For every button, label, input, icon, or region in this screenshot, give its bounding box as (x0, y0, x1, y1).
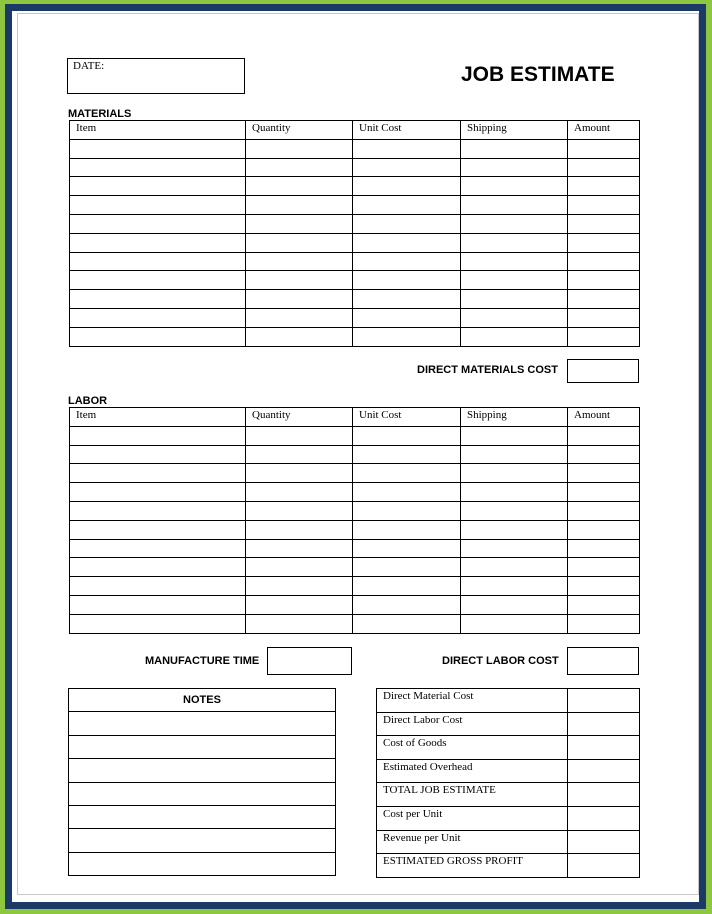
labor-table-cell[interactable] (70, 577, 246, 596)
materials-table-cell[interactable] (70, 308, 246, 327)
labor-table-cell[interactable] (353, 558, 461, 577)
page-title: JOB ESTIMATE (461, 63, 615, 86)
materials-table-cell[interactable] (246, 308, 353, 327)
notes-line-cell[interactable] (69, 712, 336, 735)
labor-table-cell[interactable] (353, 595, 461, 614)
labor-table-cell[interactable] (353, 577, 461, 596)
labor-table-cell[interactable] (353, 614, 461, 633)
labor-table-cell[interactable] (70, 558, 246, 577)
labor-table-row (70, 577, 640, 596)
labor-table-cell[interactable] (353, 539, 461, 558)
materials-table-cell[interactable] (568, 290, 640, 309)
materials-table-cell[interactable] (70, 233, 246, 252)
summary-label-revenue-per-unit: Revenue per Unit (377, 830, 568, 854)
materials-table-row (70, 177, 640, 196)
labor-table-cell[interactable] (353, 426, 461, 445)
materials-table-cell[interactable] (568, 214, 640, 233)
materials-table-row (70, 290, 640, 309)
notes-line-cell[interactable] (69, 852, 336, 875)
materials-table-cell[interactable] (246, 233, 353, 252)
labor-table-cell[interactable] (246, 483, 353, 502)
labor-table-cell[interactable] (568, 483, 640, 502)
materials-table-cell[interactable] (461, 308, 568, 327)
materials-table-row (70, 308, 640, 327)
labor-table-cell[interactable] (246, 595, 353, 614)
labor-table-cell[interactable] (246, 614, 353, 633)
notes-line-row (69, 829, 336, 852)
summary-row (377, 712, 640, 736)
materials-col-shipping: Shipping (461, 121, 568, 140)
materials-table-cell[interactable] (461, 196, 568, 215)
notes-line-row (69, 852, 336, 875)
labor-table-row (70, 558, 640, 577)
materials-table-cell[interactable] (461, 139, 568, 158)
labor-table-row (70, 539, 640, 558)
materials-table-cell[interactable] (70, 290, 246, 309)
labor-table-cell[interactable] (461, 464, 568, 483)
labor-table-cell[interactable] (568, 464, 640, 483)
labor-header-row (70, 408, 640, 427)
materials-table-cell[interactable] (568, 271, 640, 290)
summary-row (377, 806, 640, 830)
materials-table-cell[interactable] (568, 139, 640, 158)
summary-label-direct-labor-cost: Direct Labor Cost (377, 712, 568, 736)
materials-table-cell[interactable] (70, 177, 246, 196)
materials-table-cell[interactable] (353, 177, 461, 196)
materials-table-cell[interactable] (70, 139, 246, 158)
labor-table-cell[interactable] (461, 558, 568, 577)
materials-table-cell[interactable] (353, 271, 461, 290)
materials-col-amount: Amount (568, 121, 640, 140)
labor-col-unit-cost: Unit Cost (353, 408, 461, 427)
labor-table-cell[interactable] (461, 539, 568, 558)
materials-table-cell[interactable] (568, 252, 640, 271)
labor-table-row (70, 595, 640, 614)
notes-line-cell[interactable] (69, 759, 336, 782)
labor-table-cell[interactable] (568, 520, 640, 539)
materials-table-cell[interactable] (246, 271, 353, 290)
labor-table-cell[interactable] (461, 520, 568, 539)
labor-table-cell[interactable] (568, 614, 640, 633)
materials-table-row (70, 252, 640, 271)
materials-table-cell[interactable] (353, 214, 461, 233)
materials-table-cell[interactable] (353, 252, 461, 271)
labor-table-cell[interactable] (246, 539, 353, 558)
materials-table-row (70, 196, 640, 215)
materials-table-cell[interactable] (246, 196, 353, 215)
materials-table-cell[interactable] (461, 177, 568, 196)
notes-table (68, 688, 336, 876)
labor-col-shipping: Shipping (461, 408, 568, 427)
date-field[interactable] (67, 58, 245, 94)
summary-label-estimated-overhead: Estimated Overhead (377, 759, 568, 783)
labor-table-cell[interactable] (246, 577, 353, 596)
summary-value-field[interactable] (568, 783, 640, 807)
materials-table-cell[interactable] (246, 177, 353, 196)
summary-row (377, 736, 640, 760)
summary-value-field[interactable] (568, 806, 640, 830)
labor-table-cell[interactable] (70, 595, 246, 614)
materials-table-cell[interactable] (246, 327, 353, 346)
labor-table-row (70, 483, 640, 502)
labor-table-row (70, 445, 640, 464)
labor-table-cell[interactable] (568, 595, 640, 614)
materials-table-cell[interactable] (568, 177, 640, 196)
materials-table-cell[interactable] (568, 196, 640, 215)
materials-col-item: Item (70, 121, 246, 140)
direct-labor-cost-label: DIRECT LABOR COST (442, 655, 559, 667)
materials-col-quantity: Quantity (246, 121, 353, 140)
summary-row (377, 830, 640, 854)
labor-col-amount: Amount (568, 408, 640, 427)
materials-table-cell[interactable] (353, 196, 461, 215)
materials-table-row (70, 158, 640, 177)
materials-table (69, 120, 640, 347)
materials-header-row (70, 121, 640, 140)
materials-table-cell[interactable] (353, 139, 461, 158)
notes-line-cell[interactable] (69, 829, 336, 852)
summary-value-field[interactable] (568, 689, 640, 713)
summary-label-estimated-gross-profit: ESTIMATED GROSS PROFIT (377, 854, 568, 878)
materials-table-cell[interactable] (461, 214, 568, 233)
summary-label-cost-of-goods: Cost of Goods (377, 736, 568, 760)
summary-value-field[interactable] (568, 759, 640, 783)
materials-section-label: MATERIALS (68, 108, 132, 120)
materials-table-cell[interactable] (568, 327, 640, 346)
date-label: DATE: (73, 60, 105, 72)
materials-table-row (70, 327, 640, 346)
labor-table-cell[interactable] (461, 483, 568, 502)
materials-table-cell[interactable] (353, 327, 461, 346)
materials-table-cell[interactable] (70, 252, 246, 271)
notes-line-row (69, 759, 336, 782)
labor-table-cell[interactable] (353, 445, 461, 464)
materials-col-unit-cost: Unit Cost (353, 121, 461, 140)
labor-table-row (70, 464, 640, 483)
notes-line-row (69, 712, 336, 735)
labor-table-cell[interactable] (70, 426, 246, 445)
manufacture-time-field[interactable] (267, 647, 352, 675)
notes-line-cell[interactable] (69, 735, 336, 758)
summary-table (376, 688, 640, 878)
labor-table-cell[interactable] (70, 520, 246, 539)
summary-row (377, 759, 640, 783)
labor-table-cell[interactable] (70, 614, 246, 633)
labor-table-cell[interactable] (461, 501, 568, 520)
materials-table-cell[interactable] (246, 290, 353, 309)
labor-table-cell[interactable] (568, 558, 640, 577)
labor-table-cell[interactable] (568, 577, 640, 596)
materials-table-cell[interactable] (70, 214, 246, 233)
labor-table-cell[interactable] (246, 501, 353, 520)
materials-table-cell[interactable] (70, 327, 246, 346)
notes-line-row (69, 782, 336, 805)
direct-labor-cost-field[interactable] (567, 647, 639, 675)
summary-label-total-job-estimate: TOTAL JOB ESTIMATE (377, 783, 568, 807)
materials-table-cell[interactable] (568, 308, 640, 327)
materials-table-row (70, 139, 640, 158)
notes-line-row (69, 735, 336, 758)
summary-value-field[interactable] (568, 854, 640, 878)
labor-table-row (70, 520, 640, 539)
labor-table-cell[interactable] (353, 464, 461, 483)
materials-table-cell[interactable] (461, 252, 568, 271)
labor-table-cell[interactable] (568, 426, 640, 445)
materials-table-cell[interactable] (568, 233, 640, 252)
labor-table-cell[interactable] (568, 539, 640, 558)
materials-table-cell[interactable] (461, 290, 568, 309)
labor-table-cell[interactable] (568, 445, 640, 464)
materials-table-cell[interactable] (353, 308, 461, 327)
labor-table-row (70, 501, 640, 520)
labor-table-cell[interactable] (353, 501, 461, 520)
summary-value-field[interactable] (568, 736, 640, 760)
labor-col-quantity: Quantity (246, 408, 353, 427)
labor-table-cell[interactable] (70, 483, 246, 502)
labor-table-cell[interactable] (461, 426, 568, 445)
materials-table-cell[interactable] (568, 158, 640, 177)
labor-table-cell[interactable] (353, 520, 461, 539)
materials-table-cell[interactable] (461, 271, 568, 290)
summary-value-field[interactable] (568, 830, 640, 854)
labor-table-cell[interactable] (70, 445, 246, 464)
labor-table (69, 407, 640, 634)
materials-table-cell[interactable] (246, 252, 353, 271)
materials-table-cell[interactable] (246, 214, 353, 233)
labor-table-cell[interactable] (246, 464, 353, 483)
materials-table-cell[interactable] (70, 271, 246, 290)
materials-table-cell[interactable] (461, 158, 568, 177)
labor-table-row (70, 426, 640, 445)
materials-table-cell[interactable] (246, 158, 353, 177)
materials-table-cell[interactable] (461, 233, 568, 252)
summary-value-field[interactable] (568, 712, 640, 736)
summary-label-cost-per-unit: Cost per Unit (377, 806, 568, 830)
materials-table-row (70, 233, 640, 252)
summary-row (377, 689, 640, 713)
notes-line-cell[interactable] (69, 805, 336, 828)
labor-table-cell[interactable] (70, 464, 246, 483)
labor-table-cell[interactable] (246, 520, 353, 539)
materials-table-cell[interactable] (353, 158, 461, 177)
materials-table-cell[interactable] (461, 327, 568, 346)
materials-table-cell[interactable] (353, 233, 461, 252)
labor-table-cell[interactable] (461, 445, 568, 464)
materials-table-cell[interactable] (353, 290, 461, 309)
notes-line-row (69, 805, 336, 828)
labor-table-cell[interactable] (246, 445, 353, 464)
materials-table-row (70, 271, 640, 290)
labor-col-item: Item (70, 408, 246, 427)
materials-table-cell[interactable] (246, 139, 353, 158)
materials-table-row (70, 214, 640, 233)
labor-table-cell[interactable] (353, 483, 461, 502)
direct-materials-cost-label: DIRECT MATERIALS COST (417, 364, 558, 376)
labor-table-cell[interactable] (70, 539, 246, 558)
manufacture-time-label: MANUFACTURE TIME (145, 655, 260, 667)
materials-table-cell[interactable] (70, 196, 246, 215)
labor-table-cell[interactable] (461, 595, 568, 614)
labor-table-cell[interactable] (461, 614, 568, 633)
direct-materials-cost-field[interactable] (567, 359, 639, 383)
labor-table-cell[interactable] (568, 501, 640, 520)
summary-row (377, 854, 640, 878)
notes-line-cell[interactable] (69, 782, 336, 805)
labor-section-label: LABOR (68, 395, 108, 407)
notes-heading: NOTES (69, 689, 336, 712)
summary-label-direct-material-cost: Direct Material Cost (377, 689, 568, 713)
summary-row (377, 783, 640, 807)
materials-table-cell[interactable] (70, 158, 246, 177)
labor-table-cell[interactable] (70, 501, 246, 520)
labor-table-cell[interactable] (246, 558, 353, 577)
labor-table-row (70, 614, 640, 633)
labor-table-cell[interactable] (246, 426, 353, 445)
labor-table-cell[interactable] (461, 577, 568, 596)
